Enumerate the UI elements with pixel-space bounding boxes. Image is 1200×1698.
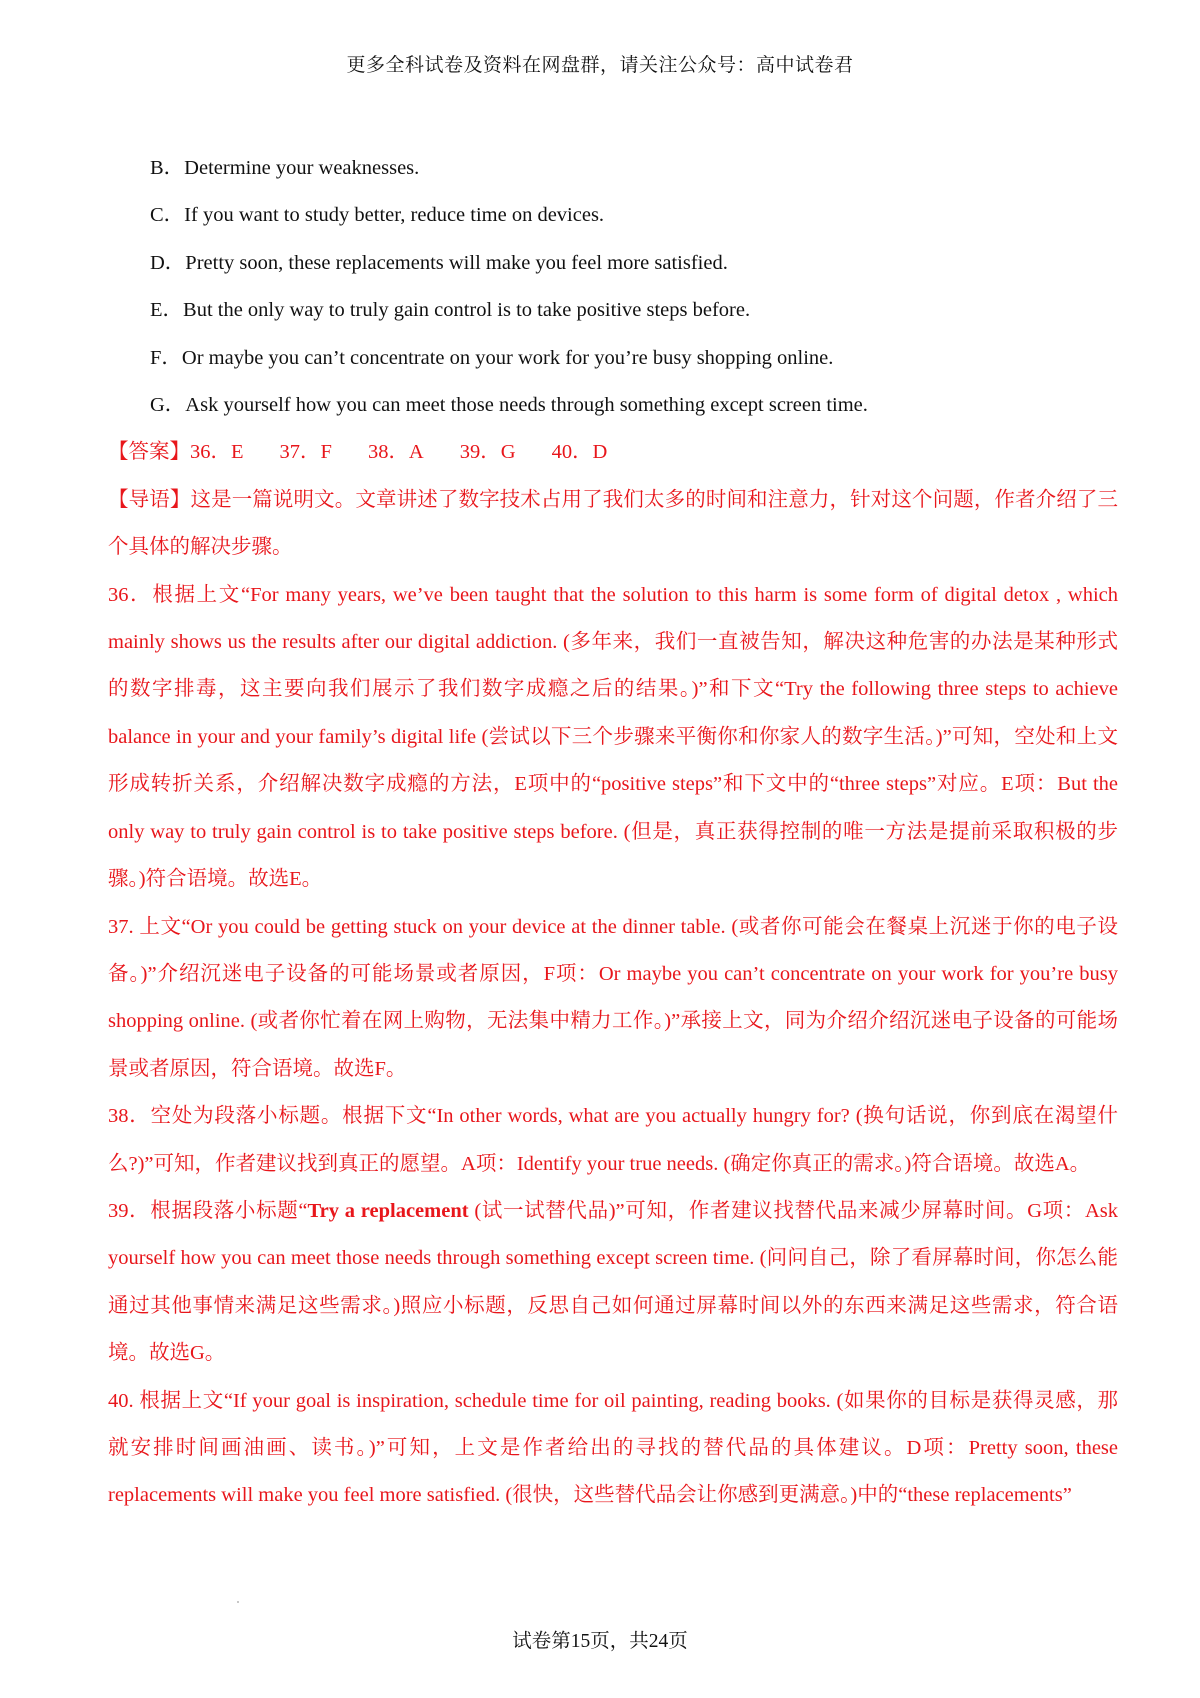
decorative-dot [237,1601,239,1603]
page-footer: 试卷第15页，共24页 [512,1631,688,1652]
option-e: E．But the only way to truly gain control is to take positive steps before. [150,299,751,322]
explanation-39-heading: Try a replacement [307,1199,469,1222]
answer-line [108,429,1118,476]
document-body [108,145,1118,1520]
explanation-37: 37. 上文“Or you could be getting stuck on your device at the dinner table. (或者你可能会在餐桌上沉迷于你的电子设备。)”介绍沉迷电子设备的可能场景或者原因，F项：Or maybe you can’t concentrate on your work for you’re busy shopping online. (或者你忙着在网上购物，无法集中精力工作。)”承接上文，同为介绍介绍沉迷电子设备的可能场景或者原因，符合语境。故选F。 [108,915,1118,1080]
answer-39: 39．G [459,441,516,464]
answer-36: 36．E [190,441,244,464]
option-g: G．Ask yourself how you can meet those needs through something except screen time. [150,394,868,417]
explanation-38: 38．空处为段落小标题。根据下文“In other words, what are you actually hungry for? (换句话说，你到底在渴望什么?)”可知，作者建议找到真正的愿望。A项：Identify your true needs. (确定你真正的需求。)符合语境。故选A。 [108,1105,1118,1175]
answer-38: 38．A [367,441,424,464]
option-d: D．Pretty soon, these replacements will make you feel more satisfied. [150,251,728,274]
guide-label: 【导语】 [108,488,191,511]
guide-paragraph [108,477,1118,572]
option-c: C．If you want to study better, reduce time on devices. [150,204,605,227]
answer-40: 40．D [551,441,608,464]
explanation-39 [108,1188,1118,1378]
option-b: B．Determine your weaknesses. [150,157,420,179]
explanation-39-post: (试一试替代品)”可知，作者建议找替代品来减少屏幕时间。G项：Ask yourself how you can meet those needs through something except screen time. (问问自己，除了看屏幕时间，你怎么能通过其他事情来满足这些需求。)照应小标题，反思自己如何通过屏幕时间以外的东西来满足这些需求，符合语境。故选G。 [108,1199,1118,1365]
answer-37: 37．F [279,441,332,464]
explanation-36: 36．根据上文“For many years, we’ve been taught that the solution to this harm is some form of digital detox , which mainly shows us the results after our digital addiction. (多年来，我们一直被告知，解决这种危害的办法是某种形式的数字排毒，这主要向我们展示了我们数字成瘾之后的结果。)”和下文“Try the following three steps to achieve balance in your and your family’s digital life (尝试以下三个步骤来平衡你和你家人的数字生活。)”可知，空处和上文形成转折关系，介绍解决数字成瘾的方法，E项中的“positive steps”和下文中的“three steps”对应。E项：But the only way to truly gain control is to take positive steps before. (但是，真正获得控制的唯一方法是提前采取积极的步骤。)符合语境。故选E。 [108,583,1118,891]
page-header: 更多全科试卷及资料在网盘群，请关注公众号：高中试卷君 [346,55,854,76]
option-f: F．Or maybe you can’t concentrate on your work for you’re busy shopping online. [150,346,834,369]
guide-text: 这是一篇说明文。文章讲述了数字技术占用了我们太多的时间和注意力，针对这个问题，作者介绍了三个具体的解决步骤。 [108,488,1119,559]
explanation-39-pre: 39．根据段落小标题“ [108,1199,308,1222]
explanation-40: 40. 根据上文“If your goal is inspiration, schedule time for oil painting, reading books. (如果你的目标是获得灵感，那就安排时间画油画、读书。)”可知，上文是作者给出的寻找的替代品的具体建议。D项：Pretty soon, these replacements will make you feel more satisfied. (很快，这些替代品会让你感到更满意。)中的“these replacements” [108,1389,1118,1507]
answer-label: 【答案】 [108,441,190,464]
